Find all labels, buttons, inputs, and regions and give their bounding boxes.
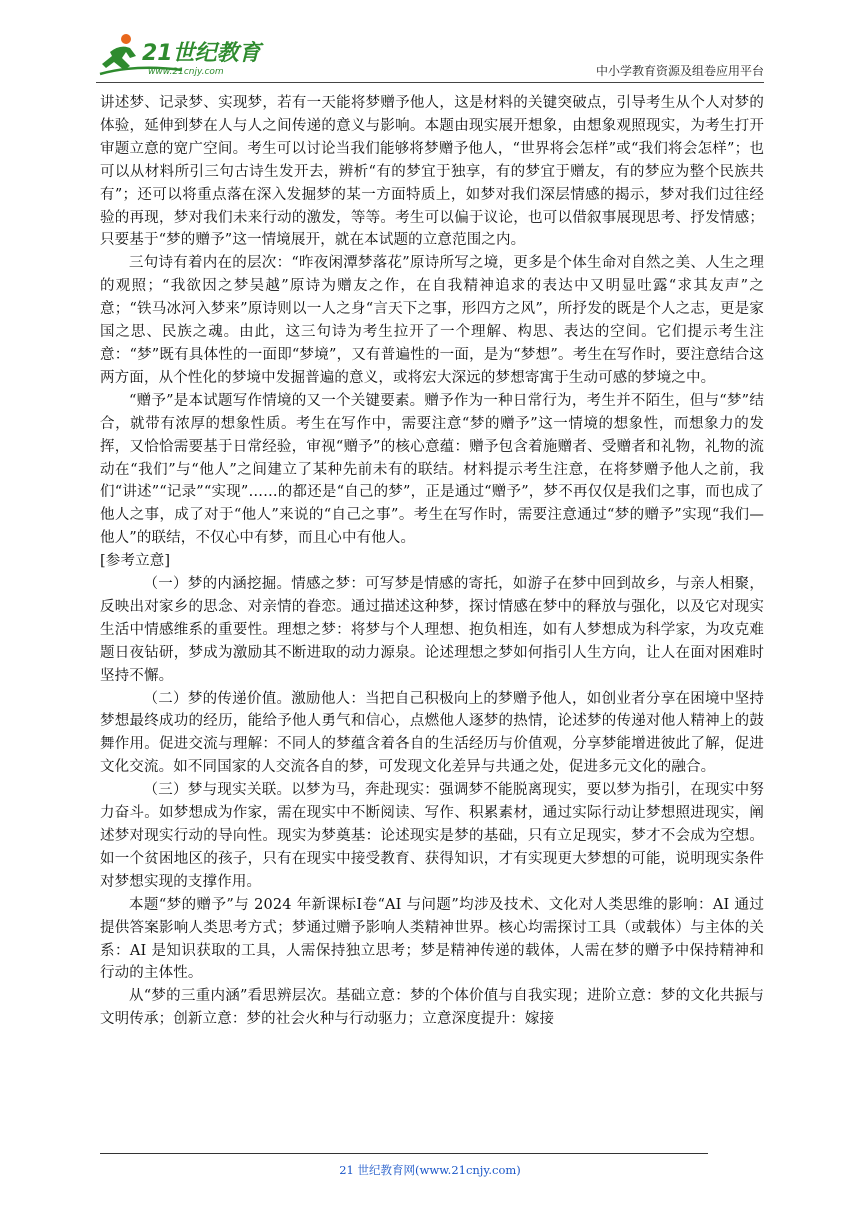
- page-footer[interactable]: 21 世纪教育网(www.21cnjy.com): [339, 1163, 521, 1177]
- logo-url: www.21cnjy.com: [148, 67, 224, 77]
- site-logo: [96, 30, 286, 78]
- paragraph: 本题“梦的赠予”与 2024 年新课标Ⅰ卷“AI 与问题”均涉及技术、文化对人类思维的影响：AI 通过提供答案影响人类思考方式；梦通过赠予影响人类精神世界。核心均需探讨工具（或载体）与主体的关系：AI 是知识获取的工具，人需保持独立思考；梦是精神传递的载体，人需在梦的赠予中保持精神和行动的主体性。: [100, 896, 764, 982]
- paragraph: （一）梦的内涵挖掘。情感之梦：可写梦是情感的寄托，如游子在梦中回到故乡，与亲人相聚，反映出对家乡的思念、对亲情的眷恋。通过描述这种梦，探讨情感在梦中的释放与强化，以及它对现实生活中情感维系的重要性。理想之梦：将梦与个人理想、抱负相连，如有人梦想成为科学家，为攻克难题日夜钻研，梦成为激励其不断进取的动力源泉。论述理想之梦如何指引人生方向，让人在面对困难时坚持不懈。: [100, 576, 764, 684]
- logo-text: 21世纪教育: [142, 41, 261, 66]
- document-body: [100, 92, 764, 1031]
- paragraph: 从“梦的三重内涵”看思辨层次。基础立意：梦的个体价值与自我实现；进阶立意：梦的文化共振与文明传承；创新立意：梦的社会火种与行动驱力；立意深度提升：嫁接: [100, 988, 764, 1028]
- page-header: [96, 30, 764, 82]
- paragraph: “赠予”是本试题写作情境的又一个关键要素。赠予作为一种日常行为，考生并不陌生，但与“梦”结合，就带有浓厚的想象性质。考生在写作中，需要注意“梦的赠予”这一情境的想象性，而想象力的发挥，又恰恰需要基于日常经验，审视“赠予”的核心意蕴：赠予包含着施赠者、受赠者和礼物，礼物的流动在“我们”与“他人”之间建立了某种先前未有的联结。材料提示考生注意，在将梦赠予他人之前，我们“讲述”“记录”“实现”……的都还是“自己的梦”，正是通过“赠予”，梦不再仅仅是我们之事，而也成了他人之事，成了对于“他人”来说的“自己之事”。考生在写作时，需要注意通过“梦的赠予”实现“我们—他人”的联结，不仅心中有梦，而且心中有他人。: [100, 392, 764, 547]
- paragraph: （二）梦的传递价值。激励他人：当把自己积极向上的梦赠予他人，如创业者分享在困境中坚持梦想最终成功的经历，能给予他人勇气和信心，点燃他人逐梦的热情，论述梦的传递对他人精神上的鼓舞作用。促进交流与理解：不同人的梦蕴含着各自的生活经历与价值观，分享梦能增进彼此了解，促进文化交流。如不同国家的人交流各自的梦，可发现文化差异与共通之处，促进多元文化的融合。: [100, 690, 764, 776]
- header-divider: [96, 82, 764, 83]
- section-heading: [参考立意]: [100, 553, 171, 570]
- paragraph: 三句诗有着内在的层次：“昨夜闲潭梦落花”原诗所写之境，更多是个体生命对自然之美、人生之理的观照；“我欲因之梦吴越”原诗为赠友之作，在自我精神追求的表达中又明显吐露“求其友声”之意；“铁马冰河入梦来”原诗则以一人之身“言天下之事，形四方之风”，所抒发的既是个人之志，更是家国之思、民族之魂。由此，这三句诗为考生拉开了一个理解、构思、表达的空间。它们提示考生注意：“梦”既有具体性的一面即“梦境”，又有普遍性的一面，是为“梦想”。考生在写作时，要注意结合这两方面，从个性化的梦境中发掘普遍的意义，或将宏大深远的梦想寄寓于生动可感的梦境之中。: [100, 255, 764, 386]
- footer-divider: [100, 1153, 708, 1154]
- paragraph: （三）梦与现实关联。以梦为马，奔赴现实：强调梦不能脱离现实，要以梦为指引，在现实中努力奋斗。如梦想成为作家，需在现实中不断阅读、写作、积累素材，通过实际行动让梦想照进现实，阐述梦对现实行动的导向性。现实为梦奠基：论述现实是梦的基础，只有立足现实，梦才不会成为空想。如一个贫困地区的孩子，只有在现实中接受教育、获得知识，才有实现更大梦想的可能，说明现实条件对梦想实现的支撑作用。: [100, 782, 764, 890]
- paragraph: 讲述梦、记录梦、实现梦，若有一天能将梦赠予他人，这是材料的关键突破点，引导考生从个人对梦的体验，延伸到梦在人与人之间传递的意义与影响。本题由现实展开想象，由想象观照现实，为考生打开审题立意的宽广空间。考生可以讨论当我们能够将梦赠予他人，“世界将会怎样”或“我们将会怎样”；也可以从材料所引三句古诗生发开去，辨析“有的梦宜于独享，有的梦宜于赠友，有的梦应为整个民族共有”；还可以将重点落在深入发掘梦的某一方面特质上，如梦对我们深层情感的揭示，梦对我们过往经验的再现，梦对我们未来行动的激发，等等。考生可以偏于议论，也可以借叙事展现思考、抒发情感；只要基于“梦的赠予”这一情境展开，就在本试题的立意范围之内。: [100, 95, 764, 249]
- platform-name: 中小学教育资源及组卷应用平台: [595, 64, 764, 78]
